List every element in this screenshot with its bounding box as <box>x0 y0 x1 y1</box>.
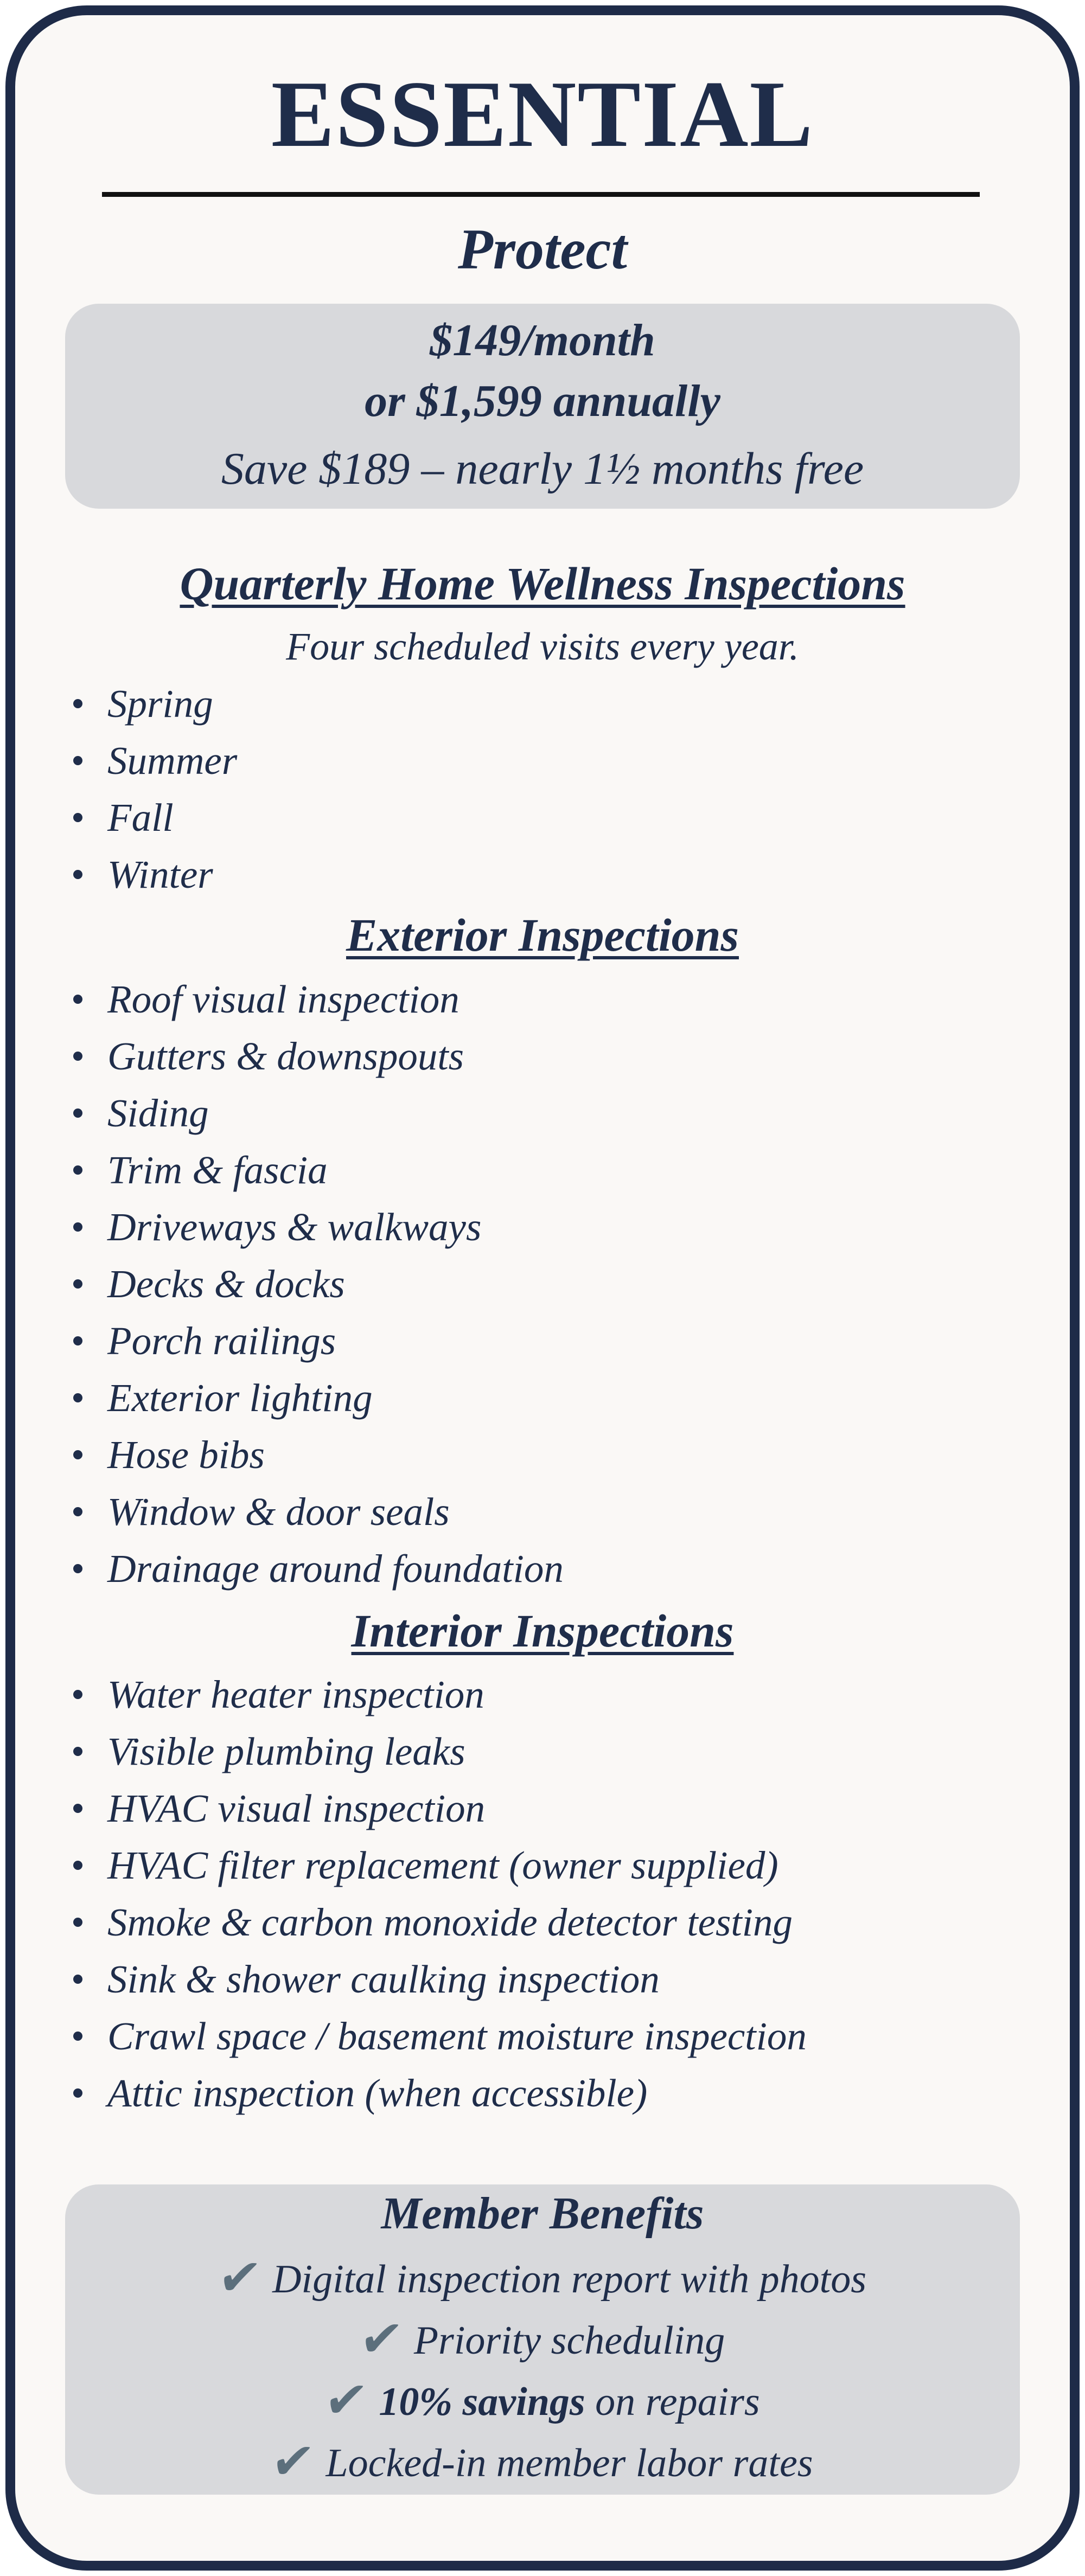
benefit-highlight: 10% savings <box>379 2380 585 2424</box>
bullet-icon <box>73 1690 82 1699</box>
bullet-icon <box>73 756 82 765</box>
list-item-text: Water heater inspection <box>107 1673 484 1716</box>
list-item <box>107 789 237 846</box>
list-item <box>107 1723 807 1780</box>
bullet-icon <box>73 1222 82 1232</box>
bullet-icon <box>73 995 82 1004</box>
list-item-text: Smoke & carbon monoxide detector testing <box>107 1900 793 1944</box>
list-item-text: Roof visual inspection <box>107 977 459 1021</box>
list-item-text: Exterior lighting <box>107 1376 373 1420</box>
wellness-heading: Quarterly Home Wellness Inspections <box>180 558 905 610</box>
list-item <box>107 1312 564 1369</box>
list-item <box>107 1780 807 1837</box>
list-item <box>107 1483 564 1540</box>
exterior-list <box>107 971 564 1597</box>
monthly-price: $149/month <box>430 315 655 366</box>
bullet-icon <box>73 1052 82 1061</box>
list-item <box>107 1085 564 1142</box>
benefit-text: on repairs <box>585 2380 760 2424</box>
annual-price: or $1,599 annually <box>365 376 720 426</box>
list-item <box>107 1837 807 1894</box>
list-item-text: Decks & docks <box>107 1262 345 1306</box>
bullet-icon <box>73 870 82 879</box>
list-item-text: Summer <box>107 739 238 783</box>
list-item <box>107 1540 564 1597</box>
list-item-text: Winter <box>107 853 213 896</box>
list-item <box>107 1951 807 2008</box>
list-item-text: HVAC filter replacement (owner supplied) <box>107 1843 778 1887</box>
bullet-icon <box>73 2032 82 2041</box>
list-item <box>107 1426 564 1483</box>
list-item <box>107 732 237 789</box>
benefit-item <box>0 2432 1085 2493</box>
wellness-intro: Four scheduled visits every year. <box>286 625 799 668</box>
list-item <box>107 2065 807 2122</box>
list-item <box>107 1255 564 1312</box>
list-item <box>107 1142 564 1199</box>
check-mark-icon: ✔ <box>268 2434 318 2489</box>
bullet-icon <box>73 1861 82 1870</box>
list-item-text: Fall <box>107 796 174 840</box>
benefit-text: Locked-in member labor rates <box>326 2441 813 2485</box>
list-item-text: Porch railings <box>107 1319 336 1363</box>
list-item <box>107 2008 807 2065</box>
bullet-icon <box>73 2088 82 2098</box>
list-item-text: Driveways & walkways <box>107 1205 482 1249</box>
check-mark-icon: ✔ <box>356 2311 406 2367</box>
bullet-icon <box>73 1975 82 1984</box>
list-item <box>107 675 237 732</box>
bullet-icon <box>73 1336 82 1345</box>
list-item-text: Attic inspection (when accessible) <box>107 2071 648 2115</box>
benefit-item <box>0 2370 1085 2432</box>
benefit-item <box>0 2309 1085 2370</box>
wellness-list <box>107 675 237 903</box>
bullet-icon <box>73 1918 82 1927</box>
list-item-text: Window & door seals <box>107 1490 450 1534</box>
list-item <box>107 1369 564 1426</box>
check-mark-icon: ✔ <box>321 2373 371 2428</box>
list-item-text: Trim & fascia <box>107 1148 328 1192</box>
list-item <box>107 1666 807 1723</box>
list-item-text: HVAC visual inspection <box>107 1786 486 1830</box>
list-item-text: Crawl space / basement moisture inspection <box>107 2014 807 2058</box>
list-item-text: Visible plumbing leaks <box>107 1729 465 1773</box>
check-mark-icon: ✔ <box>214 2250 265 2305</box>
benefits-heading: Member Benefits <box>381 2188 704 2239</box>
bullet-icon <box>73 1507 82 1516</box>
savings-note: Save $189 – nearly 1½ months free <box>221 444 864 494</box>
interior-list <box>107 1666 807 2122</box>
list-item-text: Spring <box>107 682 213 726</box>
plan-name: ESSENTIAL <box>271 61 814 166</box>
bullet-icon <box>73 813 82 822</box>
list-item-text: Gutters & downspouts <box>107 1034 464 1078</box>
list-item <box>107 846 237 903</box>
bullet-icon <box>73 1450 82 1459</box>
interior-heading: Interior Inspections <box>351 1605 734 1657</box>
list-item <box>107 1894 807 1951</box>
bullet-icon <box>73 699 82 708</box>
list-item <box>107 1199 564 1255</box>
benefit-item <box>0 2248 1085 2309</box>
benefits-list <box>0 2248 1085 2493</box>
title-divider <box>102 192 980 197</box>
benefit-text: Priority scheduling <box>413 2318 725 2363</box>
bullet-icon <box>73 1165 82 1175</box>
list-item-text: Drainage around foundation <box>107 1547 564 1591</box>
list-item <box>107 1028 564 1085</box>
list-item <box>107 971 564 1028</box>
bullet-icon <box>73 1279 82 1289</box>
bullet-icon <box>73 1564 82 1573</box>
bullet-icon <box>73 1804 82 1813</box>
plan-tier: Protect <box>458 217 627 281</box>
list-item-text: Sink & shower caulking inspection <box>107 1957 660 2001</box>
benefit-text: Digital inspection report with photos <box>272 2257 867 2302</box>
list-item-text: Hose bibs <box>107 1433 265 1477</box>
bullet-icon <box>73 1393 82 1402</box>
bullet-icon <box>73 1747 82 1756</box>
exterior-heading: Exterior Inspections <box>346 909 739 961</box>
list-item-text: Siding <box>107 1091 209 1135</box>
bullet-icon <box>73 1108 82 1118</box>
